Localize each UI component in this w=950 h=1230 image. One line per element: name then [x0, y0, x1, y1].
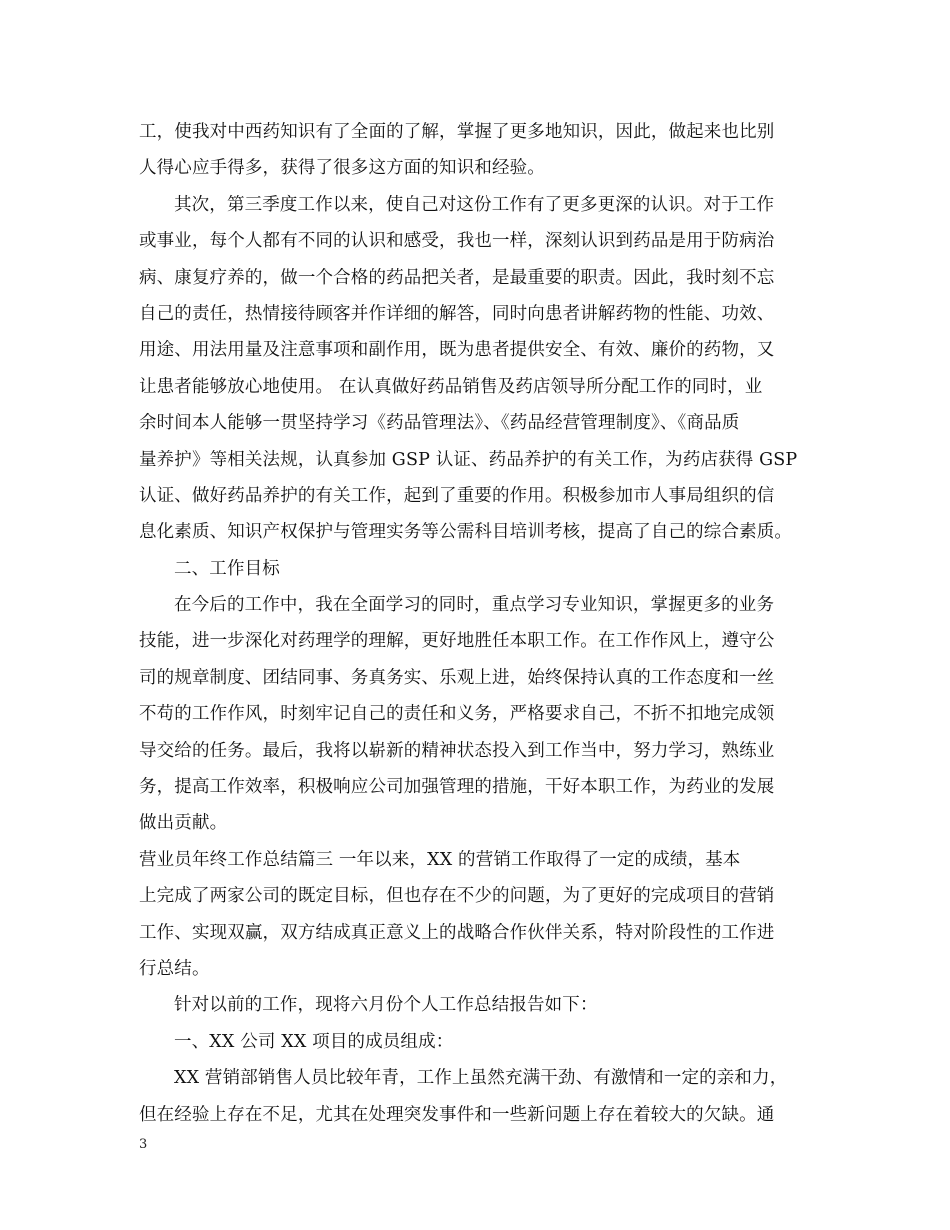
text-line: 量养护》等相关法规，认真参加 GSP 认证、药品养护的有关工作，为药店获得 GSP: [139, 449, 798, 470]
text-line: 务，提高工作效率，积极响应公司加强管理的措施，干好本职工作，为药业的发展: [139, 777, 775, 798]
text-line: 不苟的工作作风，时刻牢记自己的责任和义务，严格要求自己，不折不扣地完成领: [139, 704, 775, 725]
text-line: 其次，第三季度工作以来，使自己对这份工作有了更多更深的认识。对于工作: [174, 194, 775, 215]
document-body: [139, 114, 827, 1133]
text-line: 司的规章制度、团结同事、务真务实、乐观上进，始终保持认真的工作态度和一丝: [139, 667, 775, 688]
page-number: 3: [139, 1137, 148, 1152]
text-line: 人得心应手得多，获得了很多这方面的知识和经验。: [139, 158, 545, 179]
text-line: 自己的责任，热情接待顾客并作详细的解答，同时向患者讲解药物的性能、功效、: [139, 303, 775, 324]
text-line: 息化素质、知识产权保护与管理实务等公需科目培训考核，提高了自己的综合素质。: [139, 522, 793, 543]
text-line: 做出贡献。: [139, 813, 228, 834]
text-line: 病、康复疗养的，做一个合格的药品把关者，是最重要的职责。因此，我时刻不忘: [139, 267, 775, 288]
text-line: 技能，进一步深化对药理学的理解，更好地胜任本职工作。在工作作风上，遵守公: [139, 631, 775, 652]
text-line: 二、工作目标: [174, 558, 280, 579]
text-line: 让患者能够放心地使用。 在认真做好药品销售及药店领导所分配工作的同时，业: [139, 376, 763, 397]
text-line: XX 营销部销售人员比较年青，工作上虽然充满干劲、有激情和一定的亲和力，: [174, 1068, 788, 1089]
text-line: 行总结。: [139, 958, 210, 979]
text-line: 在今后的工作中，我在全面学习的同时，重点学习专业知识，掌握更多的业务: [174, 595, 775, 616]
text-line: 或事业，每个人都有不同的认识和感受，我也一样，深刻认识到药品是用于防病治: [139, 231, 775, 252]
text-line: 用途、用法用量及注意事项和副作用，既为患者提供安全、有效、廉价的药物，又: [139, 340, 775, 361]
text-line: 余时间本人能够一贯坚持学习《药品管理法》、《药品经营管理制度》、《商品质: [139, 413, 740, 434]
text-line: 但在经验上存在不足，尤其在处理突发事件和一些新问题上存在着较大的欠缺。通: [139, 1104, 775, 1125]
text-line: 导交给的任务。最后，我将以崭新的精神状态投入到工作当中，努力学习，熟练业: [139, 740, 775, 761]
text-line: 针对以前的工作，现将六月份个人工作总结报告如下：: [174, 995, 598, 1016]
text-line: 上完成了两家公司的既定目标，但也存在不少的问题，为了更好的完成项目的营销: [139, 886, 775, 907]
text-line: 工，使我对中西药知识有了全面的了解，掌握了更多地知识，因此，做起来也比别: [139, 122, 775, 142]
text-line: 认证、做好药品养护的有关工作，起到了重要的作用。积极参加市人事局组织的信: [139, 485, 775, 506]
text-line: 一、XX 公司 XX 项目的成员组成：: [174, 1031, 454, 1052]
text-line: 营业员年终工作总结篇三 一年以来，XX 的营销工作取得了一定的成绩，基本: [139, 849, 741, 870]
text-line: 工作、实现双赢，双方结成真正意义上的战略合作伙伴关系，特对阶段性的工作进: [139, 922, 775, 943]
